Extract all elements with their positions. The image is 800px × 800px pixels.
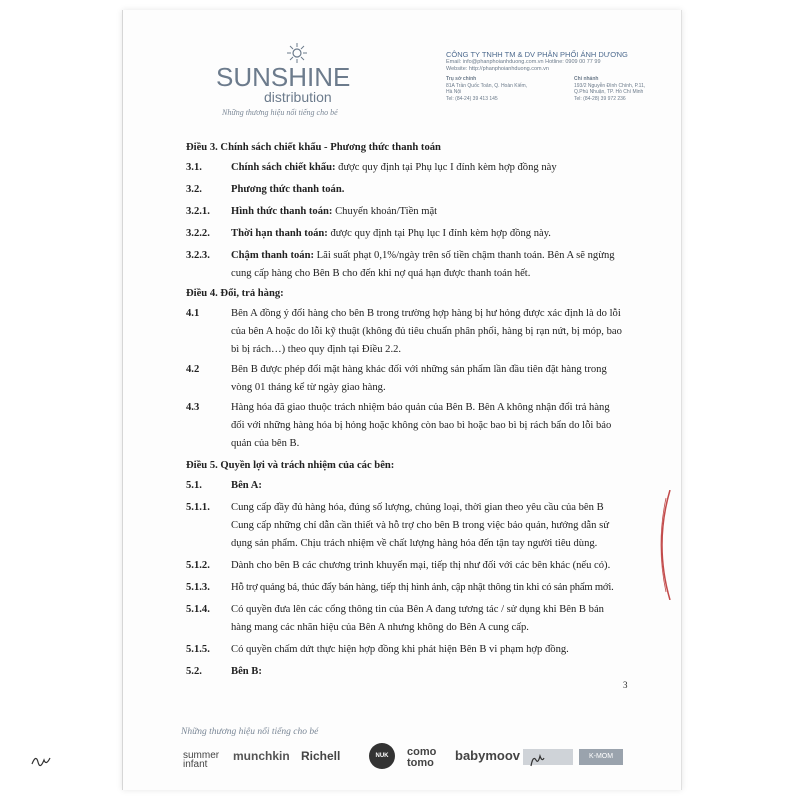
- clause-4-3-line-2: đối với những hàng hóa bị hỏng hoặc không còn bao bì hoặc bao bì bị rách bẩn do lỗi bảo: [231, 420, 612, 431]
- hq-tel: Tel: (84-24) 39 413 145: [446, 95, 498, 102]
- brand-kmom-logo: K-MOM: [579, 749, 623, 765]
- clause-5-1-1-line-3: dụng sản phẩm. Chịu trách nhiệm về chất lượng hàng hóa đến tận tay người tiêu dùng.: [231, 538, 598, 549]
- clause-text: Dành cho bên B các chương trình khuyến mại, tiếp thị như đối với các bên khác (nếu có).: [231, 560, 611, 571]
- brand-tagline: Những thương hiệu nổi tiếng cho bé: [222, 108, 338, 117]
- sun-icon: [286, 42, 308, 64]
- clause-number: 4.1: [186, 308, 200, 319]
- clause-text: Bên A đồng ý đổi hàng cho bên B trong trường hợp hàng bị hư hỏng được xác định là do lỗi: [231, 308, 621, 319]
- partner-brands: [183, 743, 633, 775]
- clause-5-1-1-line-2: Cung cấp những chỉ dẫn cần thiết và hỗ trợ cho bên B trong việc bảo quản, hướng dẫn sử: [231, 520, 609, 531]
- article-5-title: Điều 5. Quyền lợi và trách nhiệm của các bên:: [186, 460, 395, 471]
- initial-signature-right: [528, 752, 546, 773]
- clause-number: 3.2.3.: [186, 250, 210, 261]
- page-number: 3: [623, 680, 628, 690]
- clause-text: Hàng hóa đã giao thuộc trách nhiệm bảo quản của Bên B. Bên A không nhận đổi trả hàng: [231, 402, 610, 413]
- article-4-title: Điều 4. Đổi, trả hàng:: [186, 288, 284, 299]
- clause-number: 3.2.1.: [186, 206, 210, 217]
- clause-label: Hình thức thanh toán:: [231, 206, 333, 217]
- headquarters-block: [446, 76, 527, 102]
- clause-4-2-line-2: vòng 01 tháng kể từ ngày giao hàng.: [231, 382, 386, 393]
- document-page: [122, 10, 682, 790]
- branch-city: Q.Phú Nhuận, TP. Hồ Chí Minh: [574, 89, 644, 95]
- clause-4-3-line-3: quản của bên B.: [231, 438, 300, 449]
- brand-name: SUNSHINE: [216, 62, 351, 92]
- clause-text: Chuyển khoản/Tiền mặt: [332, 206, 438, 217]
- initial-signature-left: [30, 752, 52, 773]
- clause-number: 4.2: [186, 364, 200, 375]
- hq-address: 81A Trần Quốc Toản, Q. Hoàn Kiếm,: [446, 82, 528, 89]
- clause-label: Bên B:: [231, 666, 262, 677]
- brand-nuk-logo: NUK: [369, 743, 395, 769]
- brand-summer-infant-logo: summer infant: [183, 750, 220, 770]
- clause-text: Lãi suất phạt 0,1%/ngày trên số tiền chậm thanh toán. Bên A sẽ ngừng: [314, 250, 615, 261]
- company-website: Website: http://phanphoianhduong.com.vn: [446, 66, 549, 72]
- article-3-title: Điều 3. Chính sách chiết khấu - Phương thức thanh toán: [186, 142, 441, 153]
- clause-4-1-line-2: của bên A hoặc do lỗi kỹ thuật (không đủ tiêu chuẩn phân phối, hàng bị rạn nứt, bị móp, bao: [231, 326, 622, 337]
- clause-number: 5.1.3.: [186, 582, 210, 593]
- clause-number: 5.1.5.: [186, 644, 210, 655]
- company-name: CÔNG TY TNHH TM & DV PHÂN PHỐI ÁNH DƯƠNG: [446, 50, 628, 59]
- clause-4-1-line-3: bì bị rách…) theo quy định tại Điều 2.2.: [231, 344, 402, 355]
- clause-number: 5.1.2.: [186, 560, 210, 571]
- branch-title: Chi nhánh: [574, 76, 599, 82]
- clause-number: 4.3: [186, 402, 200, 413]
- clause-text: Cung cấp đầy đủ hàng hóa, đúng số lượng, chủng loại, thời gian theo yêu cầu của bên B: [231, 502, 604, 513]
- clause-text: được quy định tại Phụ lục I đính kèm hợp đồng này.: [327, 228, 551, 239]
- clause-text: được quy định tại Phụ lục I đính kèm hợp đồng này: [335, 162, 557, 173]
- hq-title: Trụ sở chính: [446, 76, 477, 82]
- clause-label: Thời hạn thanh toán:: [231, 228, 328, 239]
- brand-richell-logo: Richell: [301, 749, 341, 763]
- footer-tagline: Những thương hiệu nổi tiếng cho bé: [181, 727, 319, 737]
- clause-number: 5.1.: [186, 480, 202, 491]
- clause-text: Có quyền chấm dứt thực hiện hợp đồng khi phát hiện Bên B vi phạm hợp đồng.: [231, 644, 569, 655]
- clause-number: 5.1.4.: [186, 604, 210, 615]
- clause-number: 5.1.1.: [186, 502, 210, 513]
- brand-subtitle: distribution: [264, 89, 332, 105]
- clause-5-1-4-line-2: hàng mang các nhãn hiệu của Bên A nhưng không do Bên A cung cấp.: [231, 622, 529, 633]
- clause-label: Chậm thanh toán:: [231, 250, 315, 261]
- clause-text: Hỗ trợ quảng bá, thúc đẩy bán hàng, tiếp thị hình ảnh, cập nhật thông tin khi có sản phẩm mới.: [231, 582, 614, 593]
- hq-city: Hà Nội: [446, 89, 462, 95]
- brand-munchkin-logo: munchkin: [233, 749, 290, 763]
- branch-address: 193/2 Nguyễn Đình Chính, P.11,: [574, 82, 646, 89]
- clause-number: 5.2.: [186, 666, 202, 677]
- clause-text: Bên B được phép đổi mặt hàng khác đối với những sản phẩm lần đầu tiên đặt hàng trong: [231, 364, 607, 375]
- brand-comotomo-logo: como tomo: [407, 746, 437, 769]
- clause-text: Có quyền đưa lên các cổng thông tin của Bên A đang tương tác / sử dụng khi Bên B bán: [231, 604, 604, 615]
- clause-3-2-3-cont: cung cấp hàng cho Bên B cho đến khi nợ quá hạn được thanh toán hết.: [231, 268, 531, 279]
- company-info: [446, 50, 676, 120]
- branch-block: [574, 76, 645, 102]
- red-seal-stamp: [651, 490, 673, 602]
- branch-tel: Tel: (84-28) 39 972 236: [574, 95, 626, 102]
- sunshine-logo: [216, 42, 366, 122]
- clause-label: Phương thức thanh toán.: [231, 184, 345, 195]
- clause-number: 3.2.: [186, 184, 202, 195]
- clause-label: Chính sách chiết khấu:: [231, 162, 336, 173]
- clause-number: 3.1.: [186, 162, 202, 173]
- clause-label: Bên A:: [231, 480, 262, 491]
- company-email: Email: info@phanphoianhduong.com.vn Hotline: 0909 00 77 99: [446, 59, 601, 65]
- clause-number: 3.2.2.: [186, 228, 210, 239]
- brand-babymoov-logo: babymoov: [455, 748, 521, 763]
